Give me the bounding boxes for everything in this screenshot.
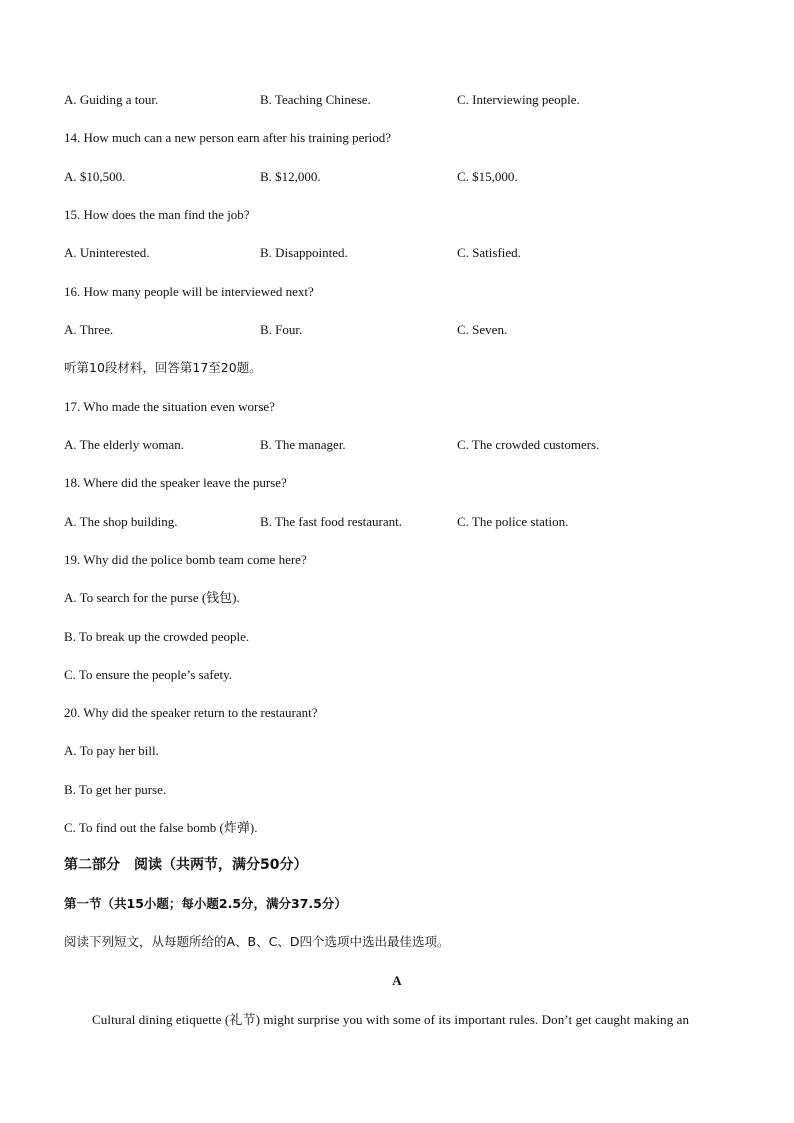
part2-heading: 第二部分 阅读（共两节，满分50分） — [64, 857, 308, 873]
q18-stem: 18. Where did the speaker leave the purse? — [64, 475, 287, 490]
q18-option-c: C. The police station. — [457, 514, 569, 529]
q17-option-c: C. The crowded customers. — [457, 437, 600, 452]
q19-option-c: C. To ensure the people’s safety. — [64, 667, 233, 682]
section1-heading: 第一节（共15小题；每小题2.5分，满分37.5分） — [64, 896, 347, 911]
q18-option-b: B. The fast food restaurant. — [260, 514, 402, 529]
q16-option-b: B. Four. — [260, 322, 303, 337]
q14-option-c: C. $15,000. — [457, 169, 518, 184]
q16-option-a: A. Three. — [64, 322, 114, 337]
q14-option-a: A. $10,500. — [64, 169, 126, 184]
passage-first-line: Cultural dining etiquette (礼节) might surprise you with some of its important rules. Don’t get caught making an — [92, 1012, 690, 1027]
q20-option-a: A. To pay her bill. — [64, 743, 159, 758]
q17-option-a: A. The elderly woman. — [64, 437, 184, 452]
q15-option-b: B. Disappointed. — [260, 245, 348, 260]
q16-option-c: C. Seven. — [457, 322, 508, 337]
q17-option-b: B. The manager. — [260, 437, 346, 452]
q15-option-c: C. Satisfied. — [457, 245, 521, 260]
q15-stem: 15. How does the man find the job? — [64, 207, 250, 222]
q18-option-a: A. The shop building. — [64, 514, 178, 529]
q16-stem: 16. How many people will be interviewed next? — [64, 284, 314, 299]
q19-stem: 19. Why did the police bomb team come here? — [64, 552, 307, 567]
q13-option-a: A. Guiding a tour. — [64, 92, 159, 107]
q19-option-b: B. To break up the crowded people. — [64, 629, 250, 644]
q20-stem: 20. Why did the speaker return to the restaurant? — [64, 705, 318, 720]
q13-option-c: C. Interviewing people. — [457, 92, 580, 107]
q14-option-b: B. $12,000. — [260, 169, 321, 184]
q20-option-c: C. To find out the false bomb (炸弹). — [64, 820, 258, 835]
q13-option-b: B. Teaching Chinese. — [260, 92, 371, 107]
listening-instruction-10: 听第10段材料，回答第17至20题。 — [64, 360, 262, 375]
q17-stem: 17. Who made the situation even worse? — [64, 399, 275, 414]
reading-instruction: 阅读下列短文，从每题所给的A、B、C、D四个选项中选出最佳选项。 — [64, 934, 450, 949]
q19-option-a: A. To search for the purse (钱包). — [64, 590, 240, 605]
q14-stem: 14. How much can a new person earn after his training period? — [64, 130, 392, 145]
passage-label: A — [392, 973, 402, 988]
q15-option-a: A. Uninterested. — [64, 245, 150, 260]
q20-option-b: B. To get her purse. — [64, 782, 167, 797]
